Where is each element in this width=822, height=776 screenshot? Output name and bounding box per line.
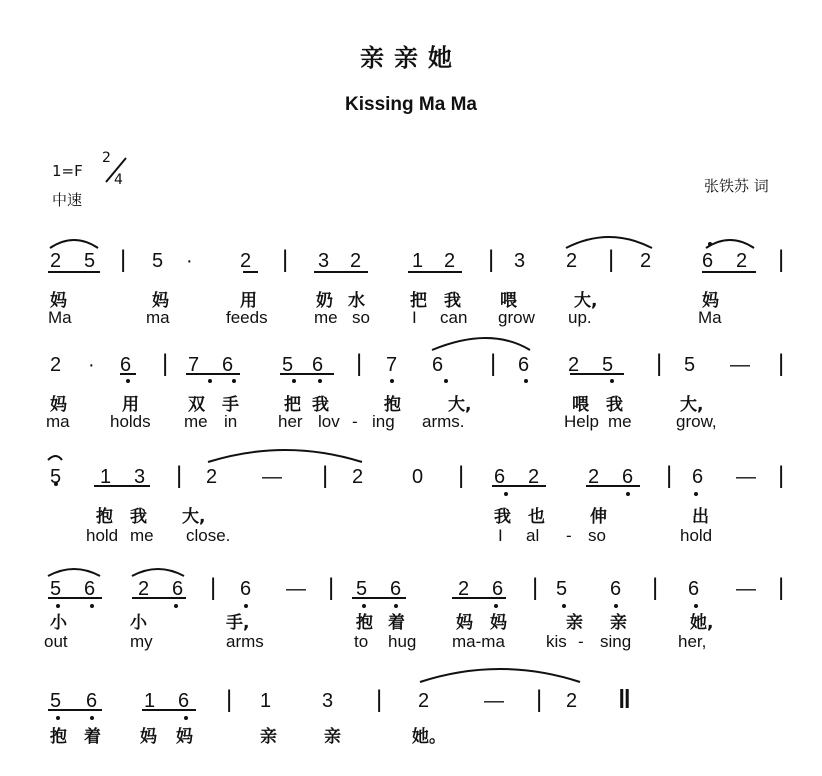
bar-line: |: [778, 574, 785, 601]
bar-line: |: [356, 350, 363, 377]
lyric-chinese: 双: [188, 395, 205, 415]
lyric-english: -: [566, 526, 572, 545]
lyric-english: al: [526, 526, 540, 545]
note: —: [730, 354, 750, 376]
time-signature-bottom: 4: [114, 172, 123, 188]
lyric-chinese: 妈: [50, 395, 67, 415]
octave-dot: [708, 242, 712, 246]
note: 2: [206, 466, 218, 488]
bar-line: |: [162, 350, 169, 377]
note: 6: [172, 578, 184, 600]
bar-line: |: [322, 462, 329, 489]
note: 1: [412, 250, 424, 272]
slur: [432, 338, 530, 350]
lyric-chinese: 喂: [500, 291, 517, 311]
note: 6: [692, 466, 704, 488]
lyric-english: my: [130, 632, 153, 651]
note: 6: [178, 690, 190, 712]
octave-dot: [184, 716, 188, 720]
lyric-chinese: 大,: [448, 395, 472, 415]
lyric-english: I: [412, 308, 417, 327]
note: 1: [260, 690, 272, 712]
lyric-chinese: 大,: [574, 291, 598, 311]
lyric-english: to: [354, 632, 369, 651]
lyric-chinese: 着: [84, 727, 101, 747]
note: 5: [152, 250, 164, 272]
bar-line: ‖: [618, 684, 631, 714]
lyric-chinese: 大,: [680, 395, 704, 415]
lyric-english: grow: [498, 308, 535, 327]
lyric-chinese: 把: [410, 291, 427, 311]
note: —: [736, 578, 756, 600]
lyric-chinese: 我: [494, 507, 511, 527]
lyric-chinese: 奶: [316, 291, 333, 311]
lyric-chinese: 妈: [702, 291, 719, 311]
note: 5: [684, 354, 696, 376]
lyric-chinese: 小: [50, 613, 67, 633]
bar-line: |: [176, 462, 183, 489]
lyric-english: hold: [86, 526, 119, 545]
note: 6: [84, 578, 96, 600]
octave-dot: [626, 492, 630, 496]
slur: [48, 569, 100, 576]
slur: [48, 456, 62, 460]
note: 6: [222, 354, 234, 376]
lyric-chinese: 出: [692, 507, 709, 527]
note: 5: [84, 250, 96, 272]
note: 5: [50, 690, 62, 712]
lyric-english: hold: [680, 526, 713, 545]
lyric-english: holds: [110, 412, 151, 431]
bar-line: |: [490, 350, 497, 377]
note: ·: [88, 354, 95, 376]
song-title: 亲亲她: [360, 43, 462, 72]
bar-line: |: [778, 350, 785, 377]
note: 6: [518, 354, 530, 376]
note: 2: [458, 578, 470, 600]
bar-line: |: [226, 686, 233, 713]
note: 6: [492, 578, 504, 600]
bar-line: |: [376, 686, 383, 713]
lyric-chinese: 抱: [50, 727, 67, 747]
note: 6: [432, 354, 444, 376]
octave-dot: [390, 379, 394, 383]
lyric-english: close.: [186, 526, 231, 545]
note: 2: [350, 250, 362, 272]
lyric-english: so: [588, 526, 606, 545]
note: 2: [566, 690, 578, 712]
octave-dot: [232, 379, 236, 383]
lyric-english: hug: [388, 632, 417, 651]
lyric-chinese: 用: [122, 395, 139, 415]
lyric-chinese: 手: [222, 395, 239, 415]
octave-dot: [610, 379, 614, 383]
lyric-chinese: 伸: [590, 507, 607, 527]
lyric-english: Help: [564, 412, 599, 431]
tempo-marking: 中速: [52, 191, 83, 209]
time-signature-top: 2: [102, 150, 111, 166]
lyric-chinese: 妈: [50, 291, 67, 311]
bar-line: |: [532, 574, 539, 601]
octave-dot: [90, 716, 94, 720]
lyric-chinese: 抱: [384, 395, 401, 415]
bar-line: |: [666, 462, 673, 489]
note: 2: [640, 250, 652, 272]
octave-dot: [318, 379, 322, 383]
note: 6: [312, 354, 324, 376]
lyric-chinese: 大,: [182, 507, 206, 527]
note: 6: [702, 250, 714, 272]
note: —: [484, 690, 504, 712]
note: 2: [418, 690, 430, 712]
lyric-chinese: 妈: [152, 291, 169, 311]
octave-dot: [126, 379, 130, 383]
bar-line: |: [656, 350, 663, 377]
note: 6: [240, 578, 252, 600]
note: 6: [622, 466, 634, 488]
note: 5: [282, 354, 294, 376]
bar-line: |: [536, 686, 543, 713]
slur: [420, 669, 580, 682]
bar-line: |: [210, 574, 217, 601]
note: 5: [602, 354, 614, 376]
lyric-english: can: [440, 308, 468, 327]
bar-line: |: [458, 462, 465, 489]
lyric-chinese: 用: [240, 291, 257, 311]
note: ·: [186, 250, 193, 272]
lyric-english: sing: [600, 632, 632, 651]
lyric-chinese: 妈: [176, 727, 193, 747]
note: 2: [444, 250, 456, 272]
note: 6: [688, 578, 700, 600]
note: 2: [568, 354, 580, 376]
octave-dot: [90, 604, 94, 608]
key-signature: 1=F: [52, 162, 83, 180]
note: 3: [134, 466, 146, 488]
bar-line: |: [652, 574, 659, 601]
note: 5: [50, 578, 62, 600]
lyric-english: kis: [546, 632, 567, 651]
lyric-english: me: [130, 526, 154, 545]
lyric-english: her,: [678, 632, 707, 651]
lyric-chinese: 也: [528, 507, 545, 527]
lyric-chinese: 手,: [226, 613, 250, 633]
lyric-chinese: 亲: [566, 613, 583, 633]
lyricist-credit: 张铁苏 词: [704, 177, 769, 195]
lyric-english: Ma: [698, 308, 722, 327]
lyric-chinese: 亲: [260, 727, 277, 747]
lyric-english: her: [278, 412, 303, 431]
lyric-english: I: [498, 526, 503, 545]
note: 2: [352, 466, 364, 488]
bar-line: |: [608, 246, 615, 273]
lyric-english: Ma: [48, 308, 72, 327]
bar-line: |: [778, 462, 785, 489]
lyric-chinese: 她,: [690, 613, 714, 633]
lyric-english: me: [184, 412, 208, 431]
lyric-chinese: 小: [130, 613, 147, 633]
lyric-chinese: 亲: [324, 727, 341, 747]
octave-dot: [504, 492, 508, 496]
note: 7: [386, 354, 398, 376]
note: 6: [120, 354, 132, 376]
lyric-chinese: 我: [444, 291, 461, 311]
octave-dot: [694, 492, 698, 496]
bar-line: |: [488, 246, 495, 273]
lyric-english: -: [578, 632, 584, 651]
octave-dot: [444, 379, 448, 383]
note: —: [286, 578, 306, 600]
slur: [50, 240, 98, 248]
note: 3: [322, 690, 334, 712]
note: 2: [50, 354, 62, 376]
lyric-english: lov: [318, 412, 340, 431]
note: 3: [514, 250, 526, 272]
note: —: [736, 466, 756, 488]
note: —: [262, 466, 282, 488]
lyric-english: up.: [568, 308, 592, 327]
lyric-chinese: 妈: [490, 613, 507, 633]
lyric-english: -: [352, 412, 358, 431]
lyric-chinese: 着: [388, 613, 405, 633]
slur: [208, 450, 362, 462]
lyric-english: grow,: [676, 412, 717, 431]
time-signature-slash: [106, 158, 126, 182]
lyric-chinese: 喂: [572, 395, 589, 415]
lyric-english: feeds: [226, 308, 268, 327]
lyric-chinese: 水: [348, 291, 365, 311]
note: 1: [100, 466, 112, 488]
note: 6: [610, 578, 622, 600]
note: 1: [144, 690, 156, 712]
note: 3: [318, 250, 330, 272]
slur: [132, 569, 184, 576]
octave-dot: [524, 379, 528, 383]
note: 2: [240, 250, 252, 272]
note: 6: [390, 578, 402, 600]
lyric-english: arms.: [422, 412, 465, 431]
note: 2: [138, 578, 150, 600]
bar-line: |: [778, 246, 785, 273]
octave-dot: [208, 379, 212, 383]
note: 5: [356, 578, 368, 600]
lyric-chinese: 我: [606, 395, 623, 415]
note: 2: [736, 250, 748, 272]
bar-line: |: [282, 246, 289, 273]
note: 2: [528, 466, 540, 488]
lyric-english: in: [224, 412, 238, 431]
lyric-chinese: 她。: [412, 727, 446, 747]
note: 6: [494, 466, 506, 488]
bar-line: |: [120, 246, 127, 273]
octave-dot: [56, 716, 60, 720]
lyric-chinese: 亲: [610, 613, 627, 633]
lyric-english: arms: [226, 632, 264, 651]
lyric-english: ma-ma: [452, 632, 505, 651]
lyric-english: me: [314, 308, 338, 327]
note: 5: [556, 578, 568, 600]
lyric-english: me: [608, 412, 632, 431]
lyric-chinese: 抱: [96, 507, 113, 527]
octave-dot: [174, 604, 178, 608]
lyric-english: ma: [46, 412, 70, 431]
bar-line: |: [328, 574, 335, 601]
note: 7: [188, 354, 200, 376]
lyric-chinese: 妈: [140, 727, 157, 747]
lyric-english: out: [44, 632, 68, 651]
note: 5: [50, 466, 62, 488]
note: 6: [86, 690, 98, 712]
lyric-chinese: 把: [284, 395, 301, 415]
note: 2: [588, 466, 600, 488]
lyric-chinese: 妈: [456, 613, 473, 633]
note: 2: [50, 250, 62, 272]
lyric-english: so: [352, 308, 370, 327]
lyric-chinese: 我: [130, 507, 147, 527]
lyric-chinese: 我: [312, 395, 329, 415]
note: 2: [566, 250, 578, 272]
octave-dot: [292, 379, 296, 383]
slur: [706, 240, 754, 248]
lyric-chinese: 抱: [356, 613, 373, 633]
song-subtitle: Kissing Ma Ma: [345, 94, 477, 115]
lyric-english: ma: [146, 308, 170, 327]
note: 0: [412, 466, 424, 488]
lyric-english: ing: [372, 412, 395, 431]
